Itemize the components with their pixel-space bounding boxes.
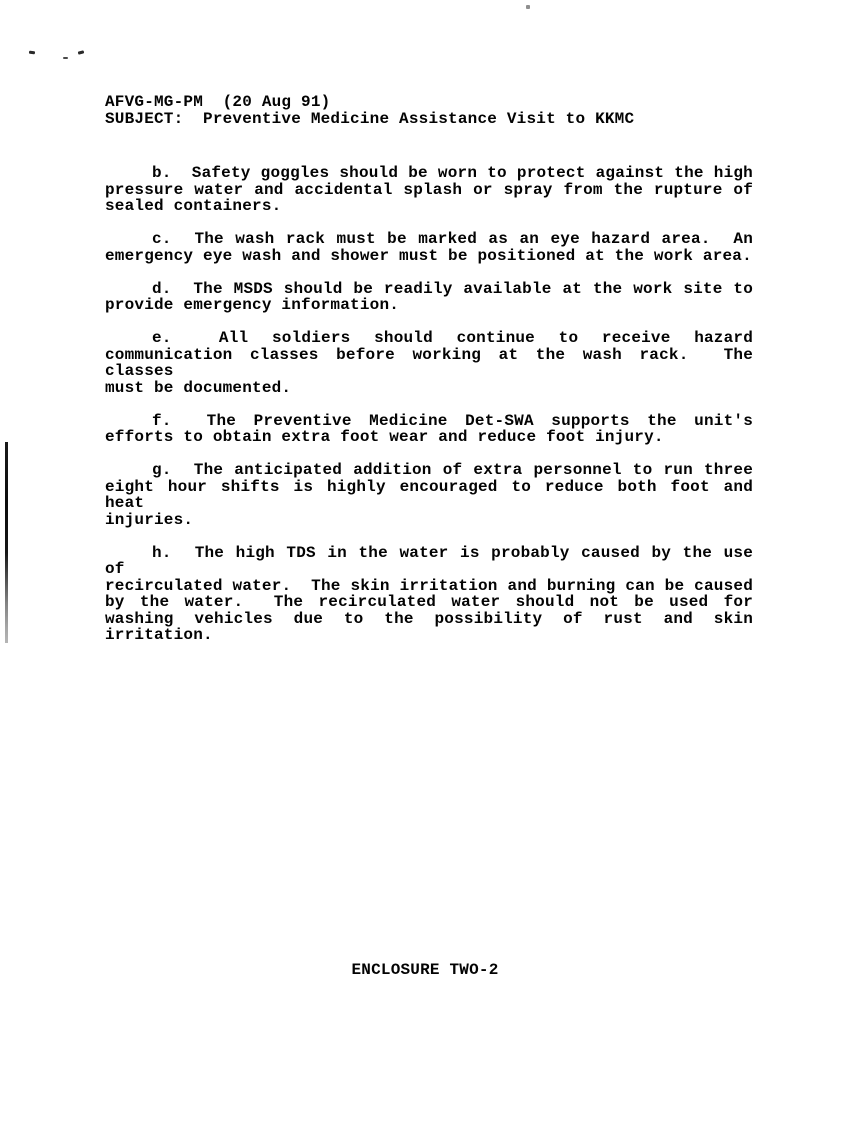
paragraph-line: irritation.	[105, 626, 213, 644]
paragraph-line: communication classes before working at the wash rack. The classes	[105, 345, 753, 380]
paragraph-line: must be documented.	[105, 378, 292, 397]
scan-speck	[78, 50, 85, 54]
paragraph-line: pressure water and accidental splash or spray from the rupture of	[105, 180, 753, 199]
paragraph-line: h. The high TDS in the water is probably caused by the use of	[105, 543, 753, 578]
paragraph-line: g. The anticipated addition of extra personnel to run three	[152, 461, 753, 479]
paragraph-line: sealed containers.	[105, 197, 282, 215]
enclosure-footer: ENCLOSURE TWO-2	[351, 961, 499, 979]
paragraph-line: emergency eye wash and shower must be positioned at the work area.	[105, 246, 752, 265]
paragraph-b	[105, 165, 753, 215]
header-office-symbol: AFVG-MG-PM (20 Aug 91)	[105, 93, 331, 111]
paragraph-h	[105, 545, 753, 644]
paragraph-c	[105, 231, 753, 264]
paragraph-line: washing vehicles due to the possibility of rust and skin	[105, 609, 753, 628]
paragraph-line: b. Safety goggles should be worn to protect against the high	[152, 164, 753, 182]
paragraph-line: recirculated water. The skin irritation and burning can be caused	[105, 576, 753, 595]
paragraph-line: efforts to obtain extra foot wear and reduce foot injury.	[105, 428, 664, 446]
paragraph-line: f. The Preventive Medicine Det-SWA supports the unit's	[152, 411, 753, 430]
scan-speck	[29, 51, 35, 55]
paragraph-g	[105, 462, 753, 528]
document-header	[105, 94, 753, 127]
paragraph-line: eight hour shifts is highly encouraged to reduce both foot and heat	[105, 477, 753, 512]
scan-speck	[63, 57, 68, 59]
scan-speck	[526, 5, 530, 9]
document-body	[105, 94, 753, 660]
scan-margin-line	[5, 442, 8, 643]
paragraph-line: provide emergency information.	[105, 296, 400, 314]
header-subject-line: SUBJECT: Preventive Medicine Assistance Visit to KKMC	[105, 109, 635, 128]
paragraph-f	[105, 413, 753, 446]
paragraph-line: by the water. The recirculated water should not be used for	[105, 593, 753, 611]
paragraph-line: injuries.	[105, 510, 194, 529]
paragraph-line: e. All soldiers should continue to receive hazard	[152, 329, 753, 347]
paragraph-line: c. The wash rack must be marked as an eye hazard area. An	[152, 230, 753, 248]
paragraph-line: d. The MSDS should be readily available at the work site to	[152, 279, 753, 298]
paragraph-d	[105, 281, 753, 314]
paragraph-e	[105, 330, 753, 396]
